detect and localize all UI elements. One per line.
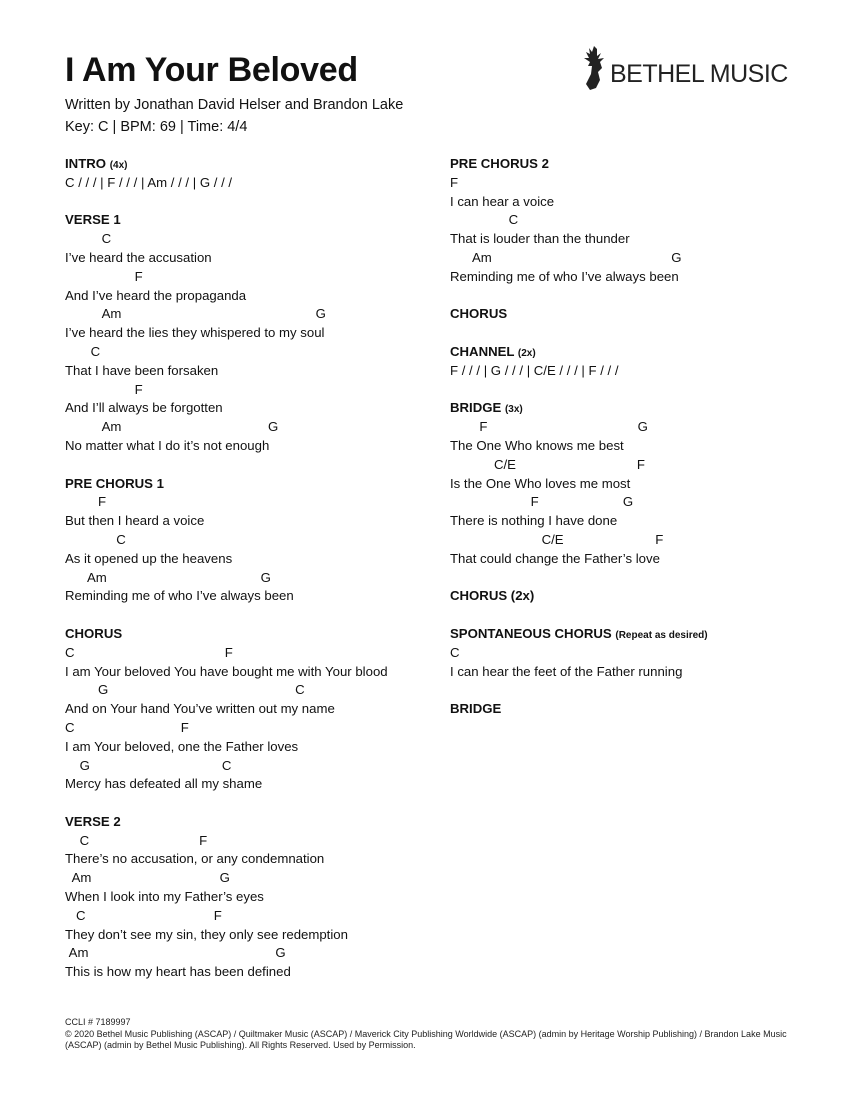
chord-line: C: [65, 343, 101, 359]
section-heading: [65, 813, 435, 832]
lyric-line: I’ve heard the accusation: [65, 249, 212, 265]
chord-line: Am G: [65, 945, 286, 961]
section-heading-label: CHORUS (2x): [450, 588, 535, 604]
section-heading: [450, 700, 820, 719]
chord-line: Am G: [65, 569, 271, 585]
lyric-line: I can hear the feet of the Father running: [450, 663, 683, 679]
lyric-line: And I’ve heard the propaganda: [65, 287, 247, 303]
chord-line: C F: [65, 832, 208, 848]
section-heading-label: CHORUS: [450, 306, 508, 322]
section-spacer: [450, 681, 820, 700]
chord-line: F G: [450, 419, 648, 435]
lyric-line: This is how my heart has been defined: [65, 964, 291, 980]
chord-line: C F: [65, 719, 189, 735]
chord-line: G C: [65, 757, 232, 773]
section-spacer: [65, 606, 435, 625]
section-spacer: [65, 456, 435, 475]
chord-line: G C: [65, 682, 305, 698]
deer-icon: [580, 44, 608, 92]
song-section: [450, 700, 820, 719]
chord-line: Am G: [65, 306, 326, 322]
section-heading: [450, 343, 820, 362]
lyric-line: There is nothing I have done: [450, 513, 618, 529]
section-heading: [450, 587, 820, 606]
chord-line: C: [65, 231, 112, 247]
section-heading-label: PRE CHORUS 2: [450, 156, 549, 171]
lyric-line: I’ve heard the lies they whispered to my soul: [65, 325, 325, 341]
song-section: [65, 155, 435, 193]
song-section: [450, 343, 820, 381]
section-heading: [65, 625, 435, 644]
song-section: [450, 625, 820, 681]
chord-line: C F: [65, 907, 222, 923]
lyric-line: Reminding me of who I’ve always been: [65, 588, 294, 604]
lyric-line: They don’t see my sin, they only see redemption: [65, 926, 348, 942]
chord-line: F: [65, 381, 143, 397]
chord-line: C / / / | F / / / | Am / / / | G / / /: [65, 174, 233, 190]
chord-line: F / / / | G / / / | C/E / / / | F / / /: [450, 362, 619, 378]
section-heading: [450, 399, 820, 418]
chord-line: C: [65, 531, 126, 547]
section-heading-label: VERSE 2: [65, 813, 121, 829]
song-section: [450, 399, 820, 568]
chord-line: Am G: [65, 419, 279, 435]
song-section: [450, 305, 820, 324]
section-heading-label: CHANNEL: [450, 343, 515, 359]
section-heading-label: BRIDGE: [450, 400, 502, 416]
lyric-line: I am Your beloved, one the Father loves: [65, 738, 299, 754]
lyric-line: No matter what I do it’s not enough: [65, 437, 270, 453]
section-heading: [65, 475, 435, 494]
song-title: I Am Your Beloved: [65, 51, 358, 89]
lyric-line: Mercy has defeated all my shame: [65, 776, 263, 792]
section-spacer: [65, 794, 435, 813]
section-heading-label: PRE CHORUS 1: [65, 475, 164, 491]
song-section: [65, 813, 435, 982]
lyric-line: I can hear a voice: [450, 193, 555, 209]
lyric-line: There’s no accusation, or any condemnation: [65, 851, 325, 867]
lyric-line: And I’ll always be forgotten: [65, 400, 223, 416]
section-heading-label: VERSE 1: [65, 212, 121, 228]
section-repeat-tag: (Repeat as desired): [615, 629, 708, 641]
chord-line: F G: [450, 494, 634, 510]
copyright-notice: © 2020 Bethel Music Publishing (ASCAP) / Quiltmaker Music (ASCAP) / Maverick City Publishing Worldwide (ASCAP) (admin by Heritage Worship Publishing) / Brandon Lake Music (ASCAP) (admin by Bethel Music Publishing). All Rights Reserved. Used by Permission.: [65, 1028, 787, 1050]
chord-line: C: [450, 212, 519, 228]
song-section: [450, 587, 820, 606]
section-spacer: [65, 193, 435, 212]
chord-line: C/E F: [450, 531, 664, 547]
songwriters: Written by Jonathan David Helser and Brandon Lake: [65, 97, 404, 113]
lyric-line: That could change the Father’s love: [450, 550, 660, 566]
song-section: [450, 155, 820, 287]
chord-line: F: [65, 494, 107, 510]
lyric-line: I am Your beloved You have bought me with Your blood: [65, 663, 388, 679]
lyric-line: When I look into my Father’s eyes: [65, 889, 264, 905]
section-repeat-tag: (2x): [517, 347, 536, 359]
lyric-line: Reminding me of who I’ve always been: [450, 268, 679, 284]
chord-line: Am G: [65, 870, 230, 886]
lyric-line: As it opened up the heavens: [65, 550, 233, 566]
lyric-line: The One Who knows me best: [450, 437, 624, 453]
section-heading: [65, 155, 435, 174]
chord-line: C F: [65, 644, 233, 660]
lyric-line: And on Your hand You’ve written out my name: [65, 701, 335, 717]
lyric-line: That is louder than the thunder: [450, 231, 630, 247]
section-repeat-tag: (3x): [504, 404, 523, 416]
footer: [65, 1017, 800, 1052]
section-spacer: [450, 569, 820, 588]
section-spacer: [450, 287, 820, 306]
section-spacer: [450, 381, 820, 400]
bethel-music-logo: [580, 42, 788, 94]
section-heading-label: CHORUS: [65, 625, 123, 641]
section-heading-label: BRIDGE: [450, 701, 502, 717]
lyric-line: But then I heard a voice: [65, 513, 205, 529]
section-spacer: [450, 606, 820, 625]
song-section: [65, 475, 435, 607]
key-bpm-time: Key: C | BPM: 69 | Time: 4/4: [65, 119, 248, 135]
song-section: [65, 211, 435, 455]
chord-line: F: [65, 268, 143, 284]
section-heading: [450, 305, 820, 324]
ccli-number: CCLI # 7189997: [65, 1017, 131, 1027]
logo-wordmark: BETHEL MUSIC: [610, 60, 788, 88]
section-repeat-tag: (4x): [109, 160, 128, 171]
section-heading: [65, 211, 435, 230]
lyric-line: That I have been forsaken: [65, 362, 219, 378]
chord-line: C/E F: [450, 456, 645, 472]
section-heading-label: SPONTANEOUS CHORUS: [450, 625, 612, 641]
left-column: [65, 155, 435, 982]
lyric-line: Is the One Who loves me most: [450, 475, 631, 491]
chord-line: F: [450, 174, 459, 190]
section-heading-label: INTRO: [65, 156, 107, 171]
section-spacer: [450, 324, 820, 343]
section-heading: [450, 155, 820, 174]
chord-line: C: [450, 644, 460, 660]
right-column: [450, 155, 820, 719]
chord-line: Am G: [450, 249, 682, 265]
song-section: [65, 625, 435, 794]
section-heading: [450, 625, 820, 644]
